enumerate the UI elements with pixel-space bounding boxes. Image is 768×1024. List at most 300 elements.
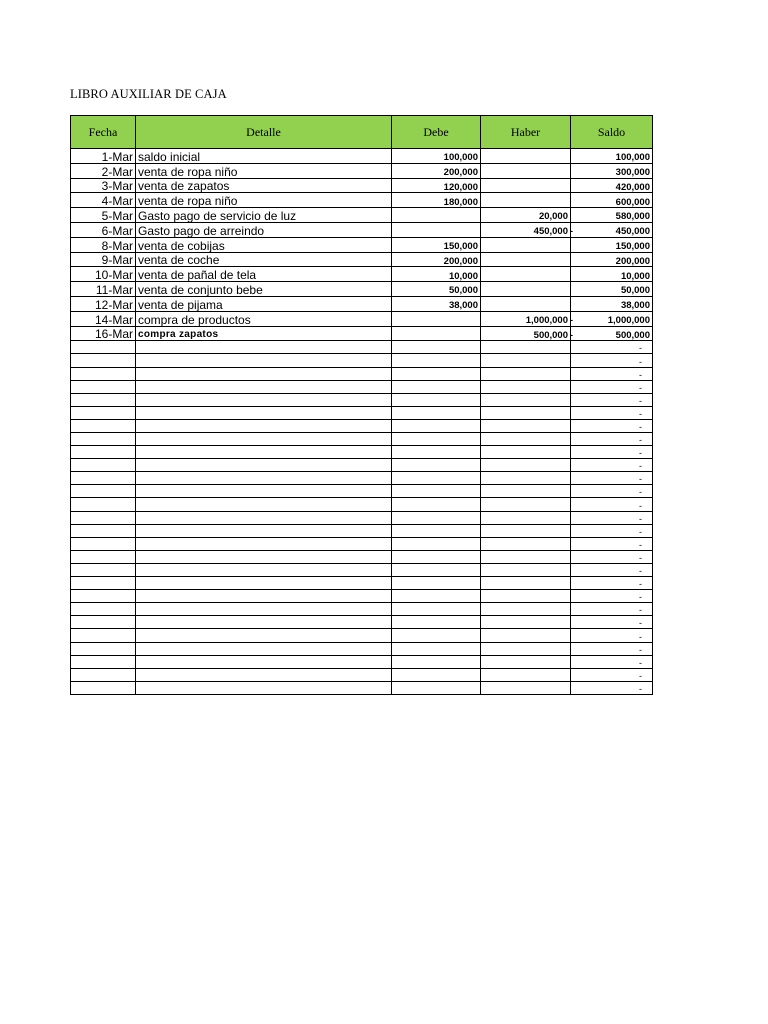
cell-empty <box>481 485 571 498</box>
table-row <box>71 208 653 223</box>
cell-debe <box>392 326 481 341</box>
cell-saldo <box>571 178 653 193</box>
cell-saldo-empty: - <box>571 433 653 446</box>
cell-fecha <box>71 208 136 223</box>
cell-detalle <box>136 252 392 267</box>
cell-debe-text: 50,000 <box>448 285 478 297</box>
empty-row <box>71 485 653 498</box>
cell-saldo-empty: - <box>571 341 653 354</box>
cell-empty <box>71 642 136 655</box>
cell-empty <box>392 563 481 576</box>
cell-fecha <box>71 267 136 282</box>
cell-debe-text: 10,000 <box>448 270 478 282</box>
cell-empty <box>392 577 481 590</box>
cell-detalle-text: venta de ropa niño <box>138 194 238 209</box>
cell-saldo-empty: - <box>571 616 653 629</box>
cell-detalle <box>136 237 392 252</box>
cell-detalle-text: venta de pañal de tela <box>138 268 257 283</box>
cell-saldo-empty: - <box>571 681 653 694</box>
column-header-saldo: Saldo <box>571 116 653 149</box>
cell-empty <box>481 681 571 694</box>
cell-saldo <box>571 296 653 311</box>
cell-detalle-text: Gasto pago de servicio de luz <box>138 208 297 223</box>
cell-haber-text: 500,000 <box>533 329 568 341</box>
cell-fecha <box>71 222 136 237</box>
cell-empty <box>71 446 136 459</box>
negative-mark: - <box>569 226 573 238</box>
table-row <box>71 296 653 311</box>
empty-row <box>71 642 653 655</box>
cell-fecha <box>71 237 136 252</box>
cell-fecha <box>71 193 136 208</box>
cell-haber-text: 1,000,000 <box>525 315 568 327</box>
ledger-body <box>71 149 653 695</box>
cell-haber <box>481 178 571 193</box>
table-row <box>71 178 653 193</box>
cell-empty <box>71 419 136 432</box>
cell-detalle-text: saldo inicial <box>138 149 201 164</box>
cell-haber <box>481 237 571 252</box>
cell-empty <box>481 524 571 537</box>
cell-empty <box>71 550 136 563</box>
cell-empty <box>481 498 571 511</box>
empty-row <box>71 629 653 642</box>
cell-fecha-text: 9-Mar <box>101 253 133 268</box>
cell-empty <box>392 393 481 406</box>
table-row <box>71 282 653 297</box>
cell-empty <box>481 459 571 472</box>
cell-fecha <box>71 178 136 193</box>
cell-saldo <box>571 193 653 208</box>
cell-saldo-empty: - <box>571 472 653 485</box>
cell-empty <box>71 655 136 668</box>
cell-fecha-text: 4-Mar <box>101 194 133 209</box>
cell-empty <box>136 485 392 498</box>
empty-row <box>71 433 653 446</box>
cell-fecha-text: 14-Mar <box>94 312 133 327</box>
cell-empty <box>481 616 571 629</box>
cell-saldo-empty: - <box>571 577 653 590</box>
column-header-detalle: Detalle <box>136 116 392 149</box>
cell-empty <box>392 341 481 354</box>
empty-row <box>71 590 653 603</box>
cell-empty <box>481 419 571 432</box>
cell-detalle-text: venta de zapatos <box>138 179 230 194</box>
table-row <box>71 222 653 237</box>
cell-empty <box>136 511 392 524</box>
cell-haber <box>481 222 571 237</box>
empty-row <box>71 498 653 511</box>
cell-empty <box>481 511 571 524</box>
cell-haber-text: 20,000 <box>538 211 568 223</box>
cell-saldo-empty: - <box>571 537 653 550</box>
cell-empty <box>136 681 392 694</box>
cell-fecha-text: 2-Mar <box>101 164 133 179</box>
cell-saldo-empty: - <box>571 380 653 393</box>
cell-saldo-empty: - <box>571 642 653 655</box>
cell-empty <box>71 459 136 472</box>
cell-empty <box>136 472 392 485</box>
cell-empty <box>392 681 481 694</box>
cell-empty <box>136 655 392 668</box>
cell-saldo <box>571 326 653 341</box>
cell-empty <box>392 433 481 446</box>
cell-haber <box>481 193 571 208</box>
cell-debe-text: 120,000 <box>443 181 478 193</box>
empty-row <box>71 459 653 472</box>
cell-empty <box>481 472 571 485</box>
cell-fecha <box>71 311 136 326</box>
cell-empty <box>392 655 481 668</box>
column-header-haber: Haber <box>481 116 571 149</box>
cell-debe <box>392 222 481 237</box>
cell-saldo-text: 580,000 <box>615 211 650 223</box>
cell-haber <box>481 208 571 223</box>
cell-empty <box>392 406 481 419</box>
empty-row <box>71 668 653 681</box>
cell-empty <box>481 380 571 393</box>
cell-detalle-text: venta de coche <box>138 253 220 268</box>
cell-empty <box>71 590 136 603</box>
cell-haber <box>481 296 571 311</box>
cell-empty <box>136 459 392 472</box>
cell-debe <box>392 267 481 282</box>
cell-fecha-text: 6-Mar <box>101 223 133 238</box>
cell-saldo-text: 600,000 <box>615 196 650 208</box>
cell-saldo-empty: - <box>571 603 653 616</box>
cell-empty <box>136 433 392 446</box>
cell-empty <box>71 577 136 590</box>
empty-row <box>71 550 653 563</box>
cash-ledger-table <box>70 115 653 695</box>
cell-saldo-empty: - <box>571 446 653 459</box>
cell-empty <box>481 668 571 681</box>
table-row <box>71 237 653 252</box>
cell-empty <box>136 537 392 550</box>
cell-empty <box>71 380 136 393</box>
cell-empty <box>392 419 481 432</box>
cell-detalle-text: venta de ropa niño <box>138 164 238 179</box>
cell-saldo-text: 420,000 <box>615 181 650 193</box>
cell-empty <box>392 668 481 681</box>
cell-haber <box>481 163 571 178</box>
empty-row <box>71 603 653 616</box>
cell-saldo <box>571 311 653 326</box>
cell-empty <box>392 537 481 550</box>
cell-empty <box>71 472 136 485</box>
cell-empty <box>136 668 392 681</box>
cell-saldo-empty: - <box>571 655 653 668</box>
negative-mark: - <box>569 315 573 327</box>
cell-empty <box>136 629 392 642</box>
empty-row <box>71 681 653 694</box>
cell-saldo-empty: - <box>571 524 653 537</box>
cell-saldo <box>571 282 653 297</box>
cell-empty <box>71 629 136 642</box>
table-row <box>71 267 653 282</box>
cell-saldo-text: 1,000,000 <box>607 315 650 327</box>
cell-saldo <box>571 149 653 164</box>
empty-row <box>71 524 653 537</box>
cell-detalle <box>136 296 392 311</box>
cell-empty <box>71 668 136 681</box>
cell-empty <box>392 354 481 367</box>
cell-empty <box>481 550 571 563</box>
cell-debe <box>392 193 481 208</box>
cell-empty <box>71 563 136 576</box>
cell-detalle-text: venta de cobijas <box>138 238 225 253</box>
cell-fecha-text: 5-Mar <box>101 208 133 223</box>
cell-saldo-text: 50,000 <box>620 285 650 297</box>
cell-haber <box>481 282 571 297</box>
cell-debe-text: 200,000 <box>443 167 478 179</box>
table-row <box>71 193 653 208</box>
cell-saldo-text: 200,000 <box>615 255 650 267</box>
negative-mark: - <box>569 329 573 341</box>
cell-saldo-empty: - <box>571 406 653 419</box>
cell-fecha-text: 8-Mar <box>101 238 133 253</box>
empty-row <box>71 341 653 354</box>
cell-empty <box>71 433 136 446</box>
cell-debe-text: 200,000 <box>443 255 478 267</box>
empty-row <box>71 367 653 380</box>
cell-fecha-text: 1-Mar <box>101 149 133 164</box>
cell-saldo-empty: - <box>571 668 653 681</box>
cell-empty <box>392 485 481 498</box>
cell-empty <box>71 681 136 694</box>
table-row <box>71 252 653 267</box>
cell-debe <box>392 296 481 311</box>
cell-empty <box>392 616 481 629</box>
cell-saldo-empty: - <box>571 354 653 367</box>
cell-debe <box>392 178 481 193</box>
empty-row <box>71 393 653 406</box>
cell-saldo-empty: - <box>571 419 653 432</box>
cell-empty <box>481 354 571 367</box>
cell-empty <box>136 616 392 629</box>
cell-empty <box>481 433 571 446</box>
cell-debe <box>392 237 481 252</box>
cell-empty <box>136 380 392 393</box>
cell-empty <box>392 524 481 537</box>
cell-empty <box>392 603 481 616</box>
empty-row <box>71 380 653 393</box>
cell-saldo-empty: - <box>571 367 653 380</box>
cell-empty <box>392 642 481 655</box>
cell-haber <box>481 149 571 164</box>
cell-empty <box>71 341 136 354</box>
cell-detalle-text: venta de conjunto bebe <box>138 282 263 297</box>
cell-empty <box>71 367 136 380</box>
cell-detalle <box>136 282 392 297</box>
cell-debe <box>392 163 481 178</box>
cell-haber <box>481 267 571 282</box>
cell-empty <box>136 563 392 576</box>
cell-empty <box>71 537 136 550</box>
empty-row <box>71 406 653 419</box>
column-header-debe: Debe <box>392 116 481 149</box>
empty-row <box>71 472 653 485</box>
cell-detalle <box>136 326 392 341</box>
cell-empty <box>481 642 571 655</box>
cell-empty <box>392 472 481 485</box>
cell-empty <box>481 341 571 354</box>
cell-empty <box>481 406 571 419</box>
cell-saldo-text: 500,000 <box>615 329 650 341</box>
cell-empty <box>71 354 136 367</box>
cell-debe <box>392 311 481 326</box>
cell-saldo <box>571 222 653 237</box>
column-header-fecha: Fecha <box>71 116 136 149</box>
empty-row <box>71 354 653 367</box>
table-row <box>71 326 653 341</box>
cell-debe <box>392 149 481 164</box>
cell-detalle <box>136 222 392 237</box>
cell-empty <box>71 485 136 498</box>
cell-saldo <box>571 163 653 178</box>
cell-empty <box>136 341 392 354</box>
cell-empty <box>392 511 481 524</box>
cell-empty <box>481 393 571 406</box>
cell-saldo-empty: - <box>571 550 653 563</box>
cell-haber-text: 450,000 <box>533 226 568 238</box>
cell-empty <box>481 603 571 616</box>
table-row <box>71 163 653 178</box>
empty-row <box>71 655 653 668</box>
cell-empty <box>481 629 571 642</box>
cell-empty <box>136 498 392 511</box>
cell-saldo <box>571 267 653 282</box>
cell-fecha-text: 16-Mar <box>94 327 133 342</box>
cell-fecha <box>71 296 136 311</box>
empty-row <box>71 511 653 524</box>
cell-empty <box>136 577 392 590</box>
cell-empty <box>71 406 136 419</box>
cell-saldo-empty: - <box>571 563 653 576</box>
cell-empty <box>136 550 392 563</box>
cell-saldo <box>571 237 653 252</box>
cell-debe-text: 180,000 <box>443 196 478 208</box>
cell-debe <box>392 252 481 267</box>
cell-empty <box>71 616 136 629</box>
cell-detalle <box>136 178 392 193</box>
cell-saldo <box>571 252 653 267</box>
cell-detalle-text: compra zapatos <box>138 329 219 341</box>
cell-detalle <box>136 311 392 326</box>
cell-empty <box>392 590 481 603</box>
cell-empty <box>136 642 392 655</box>
cell-fecha <box>71 149 136 164</box>
cell-empty <box>71 511 136 524</box>
cell-detalle-text: venta de pijama <box>138 297 223 312</box>
cell-detalle <box>136 267 392 282</box>
cell-empty <box>136 603 392 616</box>
cell-saldo-empty: - <box>571 498 653 511</box>
cell-empty <box>481 367 571 380</box>
header-row <box>71 116 653 149</box>
cell-empty <box>392 629 481 642</box>
cell-fecha-text: 12-Mar <box>94 297 133 312</box>
cell-detalle-text: Gasto pago de arreindo <box>138 223 265 238</box>
cell-saldo-empty: - <box>571 590 653 603</box>
empty-row <box>71 419 653 432</box>
cell-empty <box>136 419 392 432</box>
cell-empty <box>481 537 571 550</box>
cell-saldo-empty: - <box>571 459 653 472</box>
cell-empty <box>481 563 571 576</box>
table-row <box>71 311 653 326</box>
cell-empty <box>481 577 571 590</box>
cell-empty <box>481 590 571 603</box>
cell-saldo <box>571 208 653 223</box>
cell-detalle <box>136 163 392 178</box>
cell-haber <box>481 326 571 341</box>
cell-empty <box>136 590 392 603</box>
cell-detalle <box>136 149 392 164</box>
cell-saldo-empty: - <box>571 511 653 524</box>
cell-empty <box>392 446 481 459</box>
cell-saldo-empty: - <box>571 629 653 642</box>
cell-debe-text: 100,000 <box>443 152 478 164</box>
cell-empty <box>136 524 392 537</box>
cell-empty <box>392 498 481 511</box>
empty-row <box>71 446 653 459</box>
cell-fecha-text: 3-Mar <box>101 179 133 194</box>
cell-empty <box>392 367 481 380</box>
cell-detalle-text: compra de productos <box>138 312 251 327</box>
cell-empty <box>71 393 136 406</box>
cell-fecha <box>71 282 136 297</box>
cell-debe-text: 150,000 <box>443 241 478 253</box>
cell-fecha-text: 11-Mar <box>95 282 133 297</box>
cell-fecha <box>71 326 136 341</box>
cell-empty <box>392 380 481 393</box>
cell-saldo-empty: - <box>571 393 653 406</box>
cell-empty <box>71 498 136 511</box>
cell-empty <box>136 393 392 406</box>
empty-row <box>71 537 653 550</box>
cell-empty <box>136 354 392 367</box>
empty-row <box>71 563 653 576</box>
cell-saldo-text: 100,000 <box>615 152 650 164</box>
cell-empty <box>71 524 136 537</box>
cell-empty <box>481 446 571 459</box>
cell-debe <box>392 282 481 297</box>
cell-empty <box>136 406 392 419</box>
cell-fecha <box>71 252 136 267</box>
cell-fecha <box>71 163 136 178</box>
empty-row <box>71 577 653 590</box>
cell-empty <box>71 603 136 616</box>
empty-row <box>71 616 653 629</box>
cell-debe-text: 38,000 <box>448 300 478 312</box>
cell-saldo-text: 38,000 <box>620 300 650 312</box>
table-row <box>71 149 653 164</box>
cell-empty <box>392 550 481 563</box>
cell-saldo-empty: - <box>571 485 653 498</box>
cell-detalle <box>136 208 392 223</box>
cell-detalle <box>136 193 392 208</box>
cell-empty <box>136 446 392 459</box>
cell-debe <box>392 208 481 223</box>
cell-saldo-text: 10,000 <box>620 270 650 282</box>
cell-saldo-text: 150,000 <box>615 241 650 253</box>
cell-fecha-text: 10-Mar <box>94 268 133 283</box>
document-title: LIBRO AUXILIAR DE CAJA <box>70 87 227 101</box>
cell-saldo-text: 300,000 <box>615 167 650 179</box>
cell-haber <box>481 311 571 326</box>
cell-haber <box>481 252 571 267</box>
